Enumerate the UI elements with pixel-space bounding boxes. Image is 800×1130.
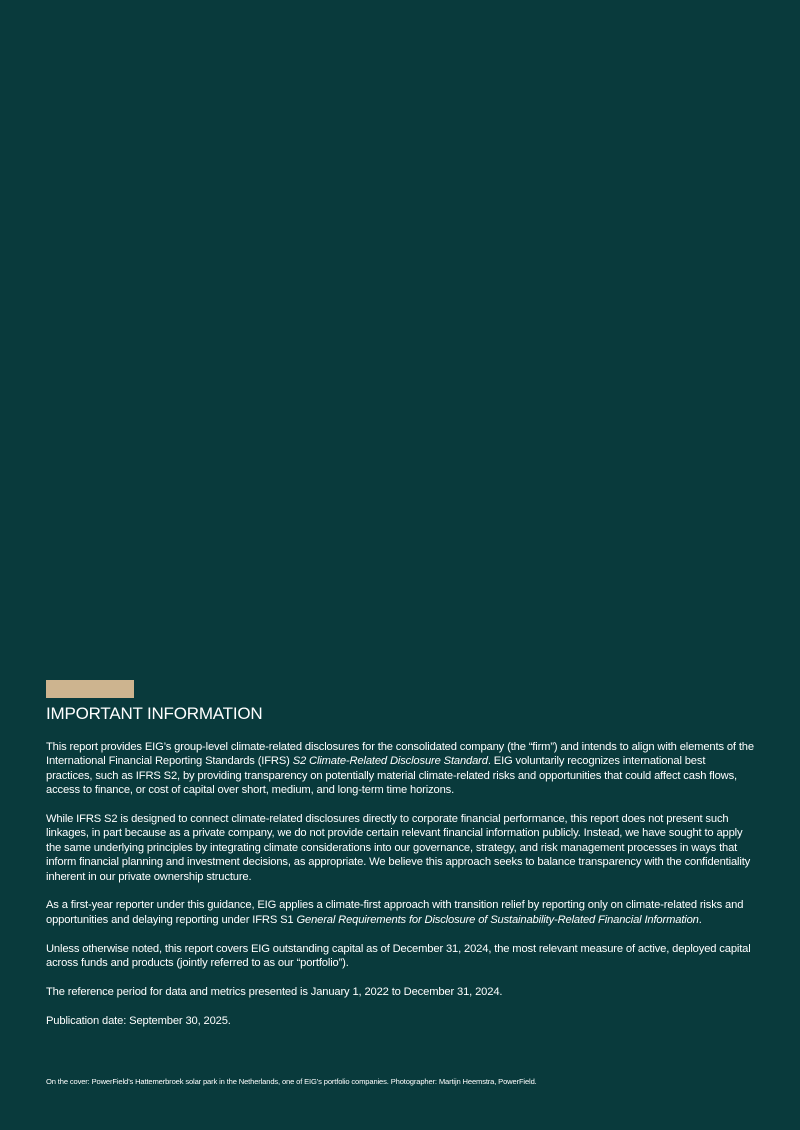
paragraph-coverage: Unless otherwise noted, this report covers EIG outstanding capital as of December 31, 2024, the most relevant measure of active, deployed capital across funds and products (jointly referred to as our “portfolio”). xyxy=(46,942,751,970)
paragraph-scope xyxy=(46,740,754,798)
paragraph-linkages: While IFRS S2 is designed to connect climate-related disclosures directly to corporate financial performance, this report does not present such linkages, in part because as a private company, we do not provide certain relevant financial information publicly. Instead, we have sought to apply the same underlying principles by integrating climate considerations into our governance, strategy, and risk management processes in ways that inform financial planning and investment decisions, as appropriate. We believe this approach seeks to balance transparency with the confidentiality inherent in our private ownership structure. xyxy=(46,813,751,883)
section-heading: IMPORTANT INFORMATION xyxy=(46,704,263,723)
paragraph-scope-text-2: . EIG voluntarily recognizes international best practices, such as IFRS S2, by providing transparency on potentially material climate-related risks and opportunities that could affect cash flows, access to finance, or cost of capital over short, medium, and long-term time horizons. xyxy=(46,755,737,797)
paragraph-publication-date: Publication date: September 30, 2025. xyxy=(46,1014,231,1027)
paragraph-first-year xyxy=(46,898,754,927)
paragraph-scope-standard-title: S2 Climate-Related Disclosure Standard xyxy=(292,755,488,768)
cover-photo-credit: On the cover: PowerField’s Hattemerbroek solar park in the Netherlands, one of EIG’s portfolio companies. Photographer: Martijn Heemstra, PowerField. xyxy=(46,1077,537,1086)
paragraph-reference-period: The reference period for data and metrics presented is January 1, 2022 to December 31, 2024. xyxy=(46,985,503,998)
information-body xyxy=(46,740,754,1042)
accent-bar xyxy=(46,680,134,698)
paragraph-scope-text-1: This report provides EIG’s group-level climate-related disclosures for the consolidated company (the “firm”) and intends to align with elements of the International Financial Reporting Standards (IFRS) xyxy=(46,741,754,768)
paragraph-first-year-text-2: . xyxy=(698,913,702,926)
paragraph-first-year-standard-title: General Requirements for Disclosure of Sustainability-Related Financial Information xyxy=(296,913,699,926)
paragraph-first-year-text-1: As a first-year reporter under this guidance, EIG applies a climate-first approach with transition relief by reporting only on climate-related risks and opportunities and delaying reporting under IFRS S1 xyxy=(46,899,744,926)
